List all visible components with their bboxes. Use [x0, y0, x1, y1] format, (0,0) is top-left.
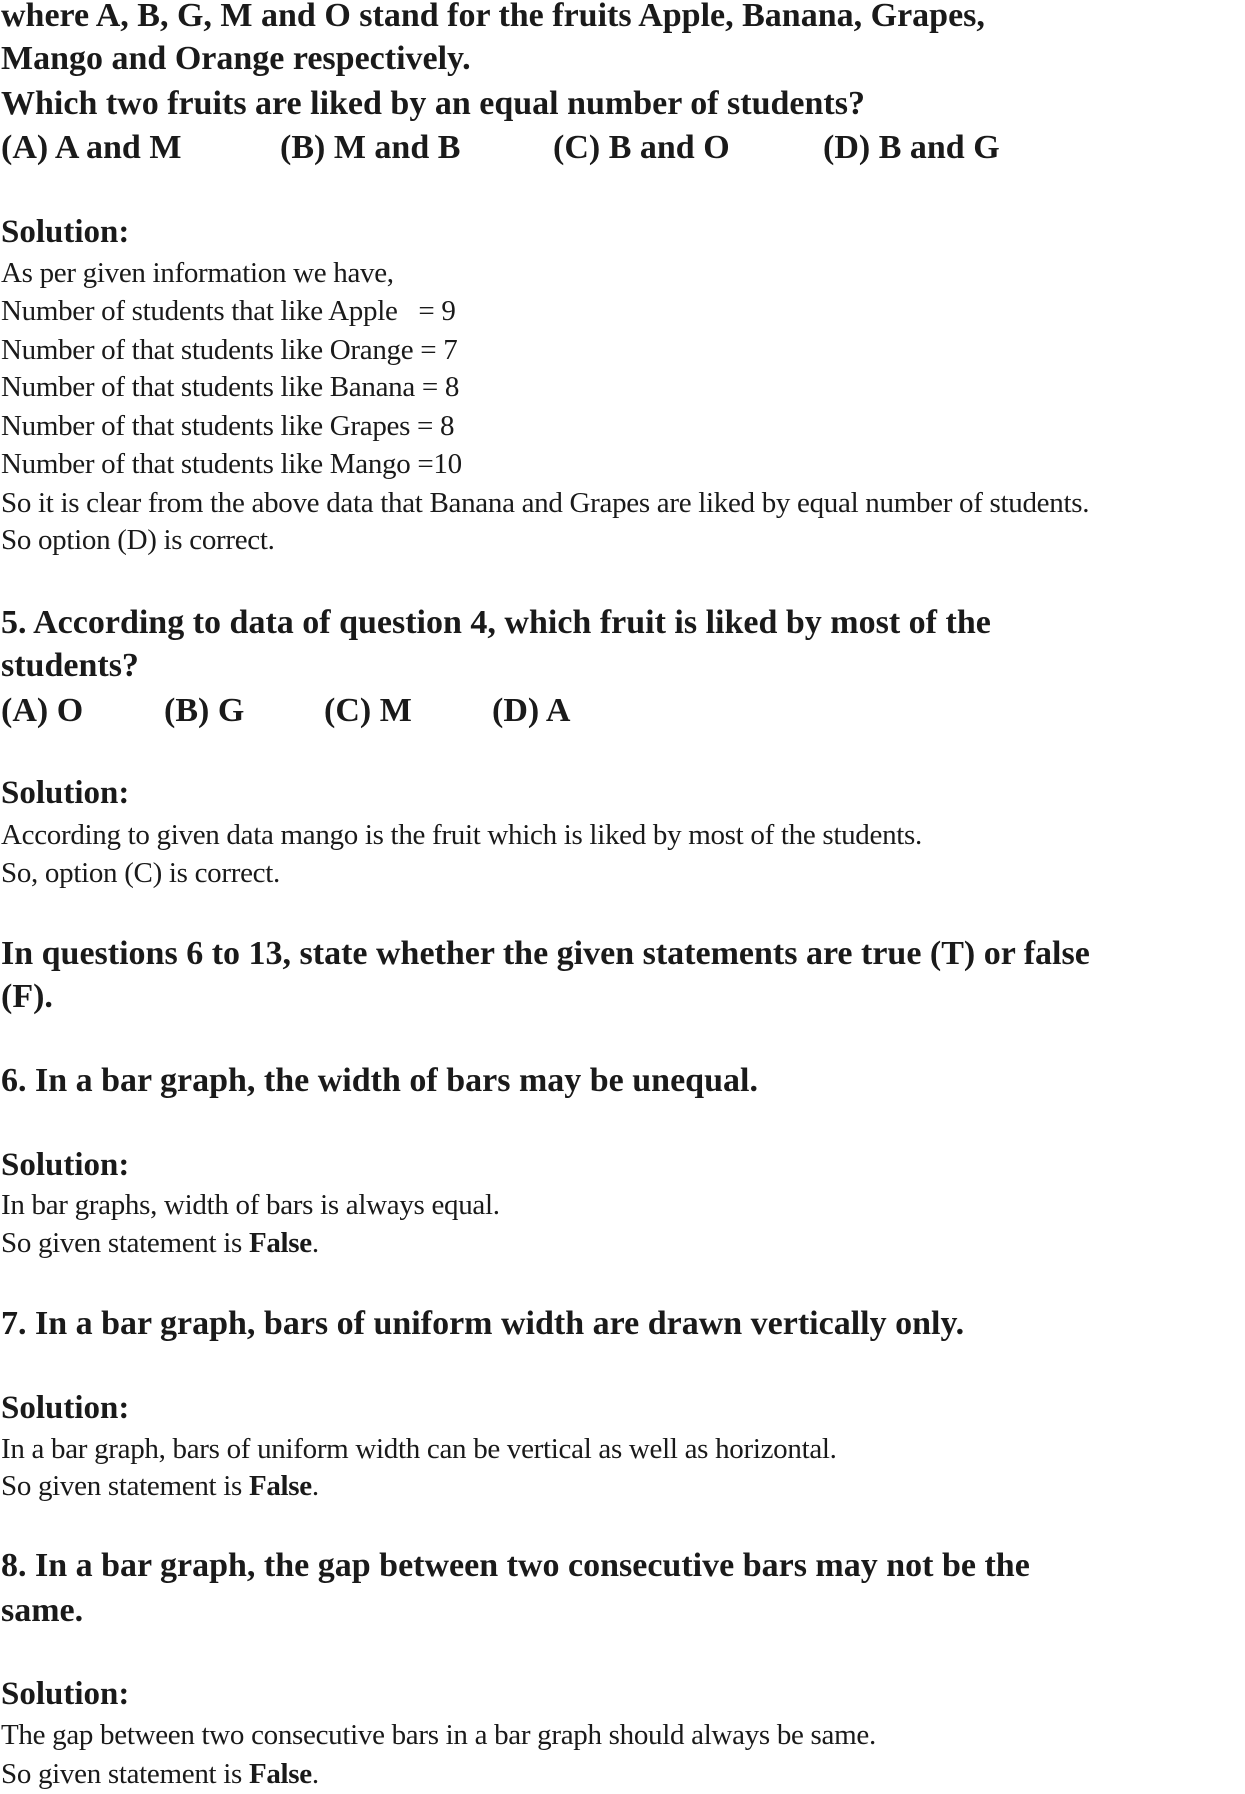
q8-question-line2: same. — [1, 1592, 84, 1629]
section-instructions-line2: (F). — [1, 978, 53, 1015]
q5-question-line2: students? — [1, 647, 139, 684]
q4-solution-line: Number of that students like Grapes = 8 — [1, 410, 455, 442]
q5-option-c: (C) M — [324, 692, 412, 729]
answer-value: False — [248, 1227, 312, 1259]
answer-suffix: . — [311, 1227, 319, 1259]
q6-answer — [1, 1223, 319, 1263]
q4-question: Which two fruits are liked by an equal number of students? — [1, 85, 865, 122]
q5-option-b: (B) G — [164, 692, 245, 729]
q4-solution-line: Number of students that like Apple = 9 — [1, 295, 456, 327]
q4-option-c: (C) B and O — [553, 129, 730, 166]
q6-question: 6. In a bar graph, the width of bars may be unequal. — [1, 1062, 758, 1099]
answer-prefix: So given statement is — [1, 1758, 249, 1790]
q5-solution-line: According to given data mango is the fruit which is liked by most of the students. — [1, 819, 922, 851]
q5-solution-line: So, option (C) is correct. — [1, 857, 280, 889]
q5-options — [1, 691, 801, 731]
q4-solution-line: Number of that students like Orange = 7 — [1, 334, 458, 366]
answer-prefix: So given statement is — [1, 1470, 249, 1502]
answer-value: False — [248, 1470, 312, 1502]
q5-option-a: (A) O — [1, 692, 84, 729]
q4-option-a: (A) A and M — [1, 129, 182, 166]
q7-answer — [1, 1466, 319, 1506]
q8-solution-heading: Solution: — [1, 1676, 130, 1712]
q4-text-line2: Mango and Orange respectively. — [1, 40, 471, 77]
q8-solution-line: The gap between two consecutive bars in a bar graph should always be same. — [1, 1719, 876, 1751]
q4-solution-heading: Solution: — [1, 214, 130, 250]
q4-solution-line: Number of that students like Mango =10 — [1, 448, 462, 480]
q6-solution-line: In bar graphs, width of bars is always equal. — [1, 1189, 500, 1221]
q5-question-line1: 5. According to data of question 4, which fruit is liked by most of the — [1, 604, 991, 641]
q4-option-b: (B) M and B — [280, 129, 461, 166]
q4-option-d: (D) B and G — [823, 129, 1000, 166]
q4-solution-line: As per given information we have, — [1, 257, 394, 289]
q7-solution-line: In a bar graph, bars of uniform width can be vertical as well as horizontal. — [1, 1433, 837, 1465]
answer-suffix: . — [311, 1758, 319, 1790]
q4-solution-line: Number of that students like Banana = 8 — [1, 371, 460, 403]
q5-solution-heading: Solution: — [1, 775, 130, 811]
section-instructions-line1: In questions 6 to 13, state whether the given statements are true (T) or false — [1, 935, 1090, 972]
answer-suffix: . — [311, 1470, 319, 1502]
q7-solution-heading: Solution: — [1, 1390, 130, 1426]
q8-answer — [1, 1754, 319, 1794]
q7-question: 7. In a bar graph, bars of uniform width are drawn vertically only. — [1, 1305, 965, 1342]
q5-option-d: (D) A — [492, 692, 571, 729]
q6-solution-heading: Solution: — [1, 1147, 130, 1183]
q8-question-line1: 8. In a bar graph, the gap between two consecutive bars may not be the — [1, 1547, 1030, 1584]
q4-solution-line: So option (D) is correct. — [1, 524, 275, 556]
answer-value: False — [248, 1758, 312, 1790]
q4-text-line1: where A, B, G, M and O stand for the fruits Apple, Banana, Grapes, — [1, 0, 985, 34]
q4-solution-line: So it is clear from the above data that Banana and Grapes are liked by equal number of students. — [1, 487, 1090, 519]
q4-options — [1, 128, 1201, 168]
answer-prefix: So given statement is — [1, 1227, 249, 1259]
